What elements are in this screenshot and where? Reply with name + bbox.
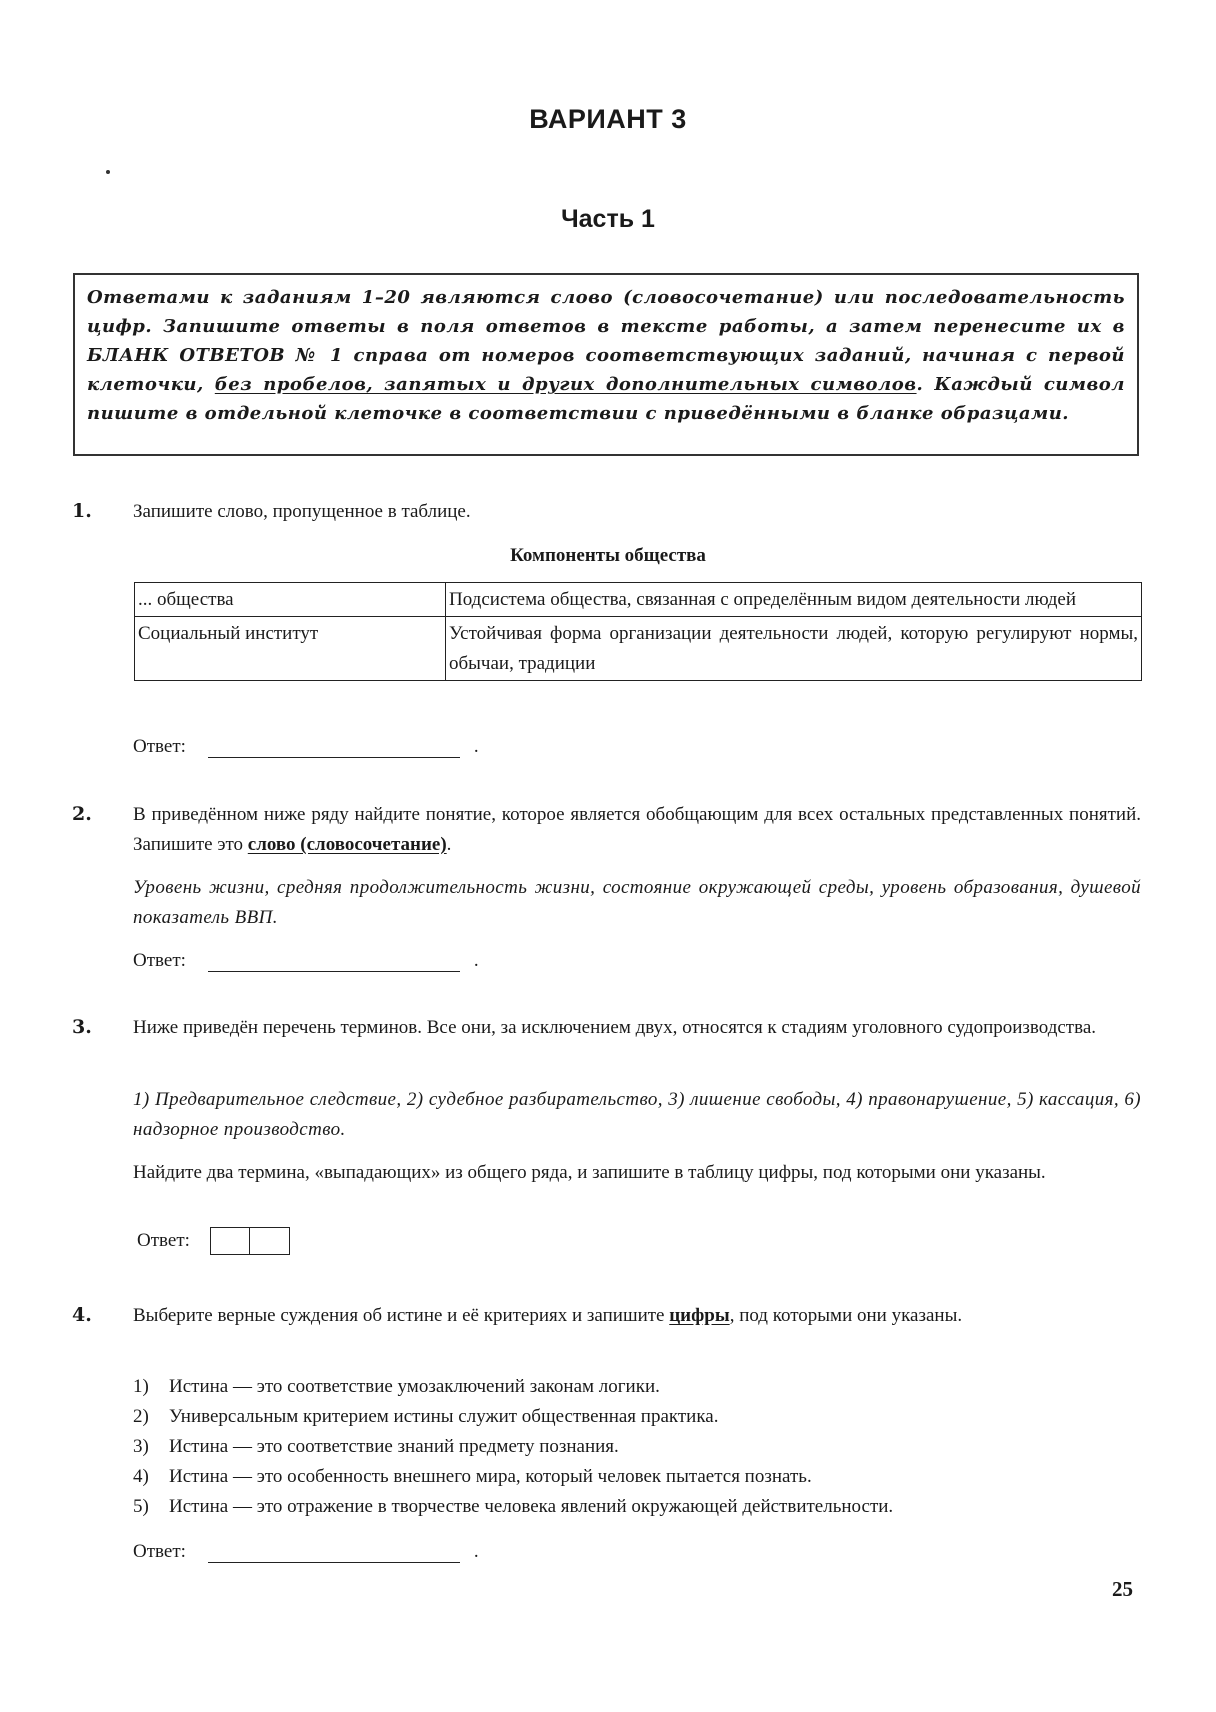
components-table [134, 582, 1142, 681]
option-number: 1) [133, 1376, 149, 1397]
answer-dot: . [473, 950, 479, 971]
task2-text-main: В приведённом ниже ряду найдите понятие, которое является обобщающим для всех остальных представленных понятий. Запишите это [133, 804, 1141, 855]
part-title: Часть 1 [561, 205, 655, 233]
task2-answer-field[interactable] [208, 951, 460, 972]
task2-text [133, 800, 1141, 860]
task1-answer-field[interactable] [208, 737, 460, 758]
answer-label: Ответ: [133, 1541, 186, 1562]
task4-option-2 [133, 1402, 718, 1432]
task2-emphasis: слово (словосочетание) [247, 834, 447, 855]
instructions-text: Ответами к заданиям 1–20 являются слово (словосочетание) или последовательность цифр. Запишите ответы в поля ответов в тексте работы, а затем перенесите их в БЛАНК ОТВЕТОВ № 1 справа от номеров соответствующих заданий, начиная с первой клеточки, [87, 287, 1125, 395]
answer-cell-1[interactable] [210, 1227, 250, 1255]
option-text: Универсальным критерием истины служит общественная практика. [169, 1406, 719, 1427]
task2-number: 2. [72, 803, 92, 825]
instructions-box [73, 273, 1139, 456]
task4-answer-field[interactable] [208, 1542, 460, 1563]
task4-number: 4. [72, 1304, 92, 1326]
answer-label: Ответ: [133, 736, 186, 757]
option-text: Истина — это отражение в творчестве человека явлений окружающей действительности. [169, 1496, 894, 1517]
task3-answer-cells [210, 1227, 290, 1255]
option-number: 4) [133, 1466, 149, 1487]
task1-number: 1. [72, 500, 92, 522]
variant-title: ВАРИАНТ 3 [529, 104, 687, 134]
answer-label: Ответ: [137, 1230, 190, 1251]
task2-answer [133, 950, 479, 972]
option-text: Истина — это соответствие знаний предмету познания. [169, 1436, 619, 1457]
task4-option-1 [133, 1372, 660, 1402]
option-number: 5) [133, 1496, 149, 1517]
answer-label: Ответ: [133, 950, 186, 971]
page-number: 25 [1112, 1577, 1133, 1601]
task3-number: 3. [72, 1016, 92, 1038]
table-cell-term: ... общества [135, 583, 446, 617]
option-number: 3) [133, 1436, 149, 1457]
task4-text-end: , под которыми они указаны. [729, 1305, 963, 1326]
task4-emphasis: цифры [669, 1305, 730, 1326]
table-cell-definition: Устойчивая форма организации деятельности людей, которую регулируют нормы, обычаи, традиции [446, 617, 1142, 681]
task4-option-3 [133, 1432, 619, 1462]
option-text: Истина — это особенность внешнего мира, который человек пытается познать. [169, 1466, 812, 1487]
task3-instruction: Найдите два термина, «выпадающих» из общего ряда, и запишите в таблицу цифры, под которыми они указаны. [133, 1162, 1046, 1183]
table-cell-definition: Подсистема общества, связанная с определённым видом деятельности людей [446, 583, 1142, 617]
task4-option-5 [133, 1492, 893, 1522]
option-number: 2) [133, 1406, 149, 1427]
task1-answer [133, 736, 479, 758]
table-caption: Компоненты общества [510, 545, 706, 566]
scan-dot [106, 170, 110, 174]
instructions-text-end: . Каждый символ пишите в отдельной клеточке в соответствии с приведёнными в бланке образцами. [87, 374, 1125, 424]
table-row [135, 617, 1142, 681]
task3-answer [137, 1227, 290, 1255]
answer-cell-2[interactable] [250, 1227, 290, 1255]
answer-dot: . [473, 736, 479, 757]
task2-text-end: . [446, 834, 452, 855]
task4-text-main: Выберите верные суждения об истине и её критериях и запишите [133, 1305, 665, 1326]
table-cell-term: Социальный институт [135, 617, 446, 681]
answer-dot: . [473, 1541, 479, 1562]
option-text: Истина — это соответствие умозаключений законам логики. [169, 1376, 660, 1397]
task3-terms: 1) Предварительное следствие, 2) судебное разбирательство, 3) лишение свободы, 4) правонарушение, 5) кассация, 6) надзорное производство. [133, 1089, 1141, 1140]
task4-answer [133, 1541, 479, 1563]
task2-series: Уровень жизни, средняя продолжительность жизни, состояние окружающей среды, уровень образования, душевой показатель ВВП. [133, 877, 1141, 928]
task1-text: Запишите слово, пропущенное в таблице. [133, 501, 471, 522]
instructions-underlined: без пробелов, запятых и других дополнительных символов [214, 374, 917, 395]
task4-text [133, 1301, 1141, 1331]
table-row [135, 583, 1142, 617]
task4-option-4 [133, 1462, 812, 1492]
task3-text: Ниже приведён перечень терминов. Все они, за исключением двух, относятся к стадиям уголовного судопроизводства. [133, 1017, 1097, 1038]
